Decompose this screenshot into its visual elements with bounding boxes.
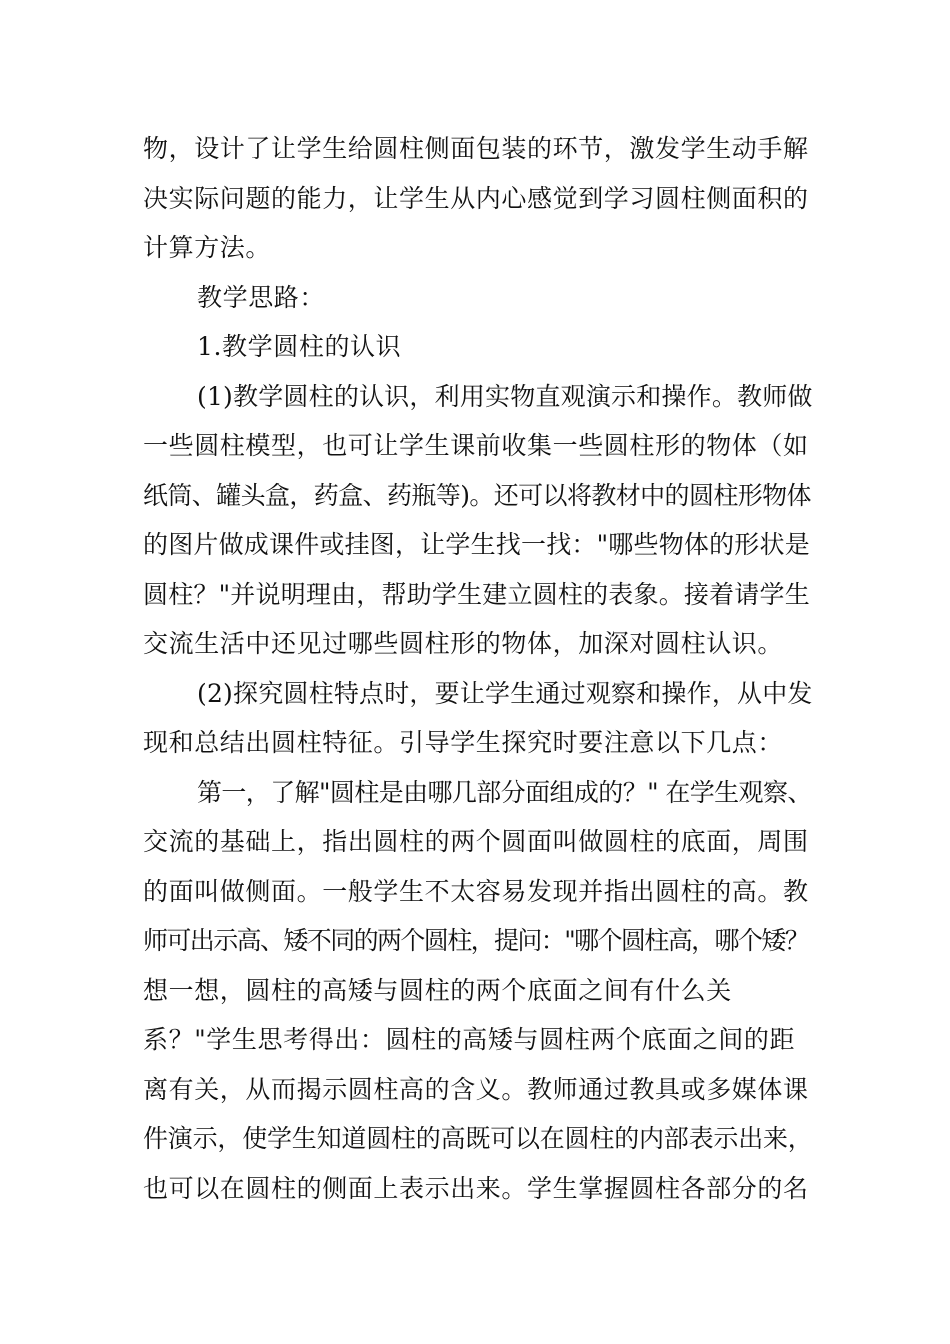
text-line: 纸筒、罐头盒，药盒、药瓶等)。还可以将教材中的圆柱形物体	[143, 480, 811, 510]
text-line: (1)教学圆柱的认识，利用实物直观演示和操作。教师做	[197, 381, 813, 411]
text-line: 师可出示高、矮不同的两个圆柱，提问："哪个圆柱高，哪个矮？	[143, 926, 809, 955]
document-body	[143, 124, 813, 1213]
text-line: 件演示，使学生知道圆柱的高既可以在圆柱的内部表示出来，	[143, 1124, 813, 1153]
text-line: 第一，了解"圆柱是由哪几部分面组成的？" 在学生观察、	[197, 777, 812, 807]
text-line: 物，设计了让学生给圆柱侧面包装的环节，激发学生动手解	[143, 134, 809, 163]
subsection-heading: 1.教学圆柱的认识	[197, 332, 402, 361]
text-line: 离有关，从而揭示圆柱高的含义。教师通过教具或多媒体课	[143, 1074, 809, 1104]
text-line: 圆柱？"并说明理由，帮助学生建立圆柱的表象。接着请学生	[143, 579, 810, 609]
text-line: 也可以在圆柱的侧面上表示出来。学生掌握圆柱各部分的名	[143, 1173, 809, 1203]
text-line: 计算方法。	[143, 233, 272, 262]
text-line: 一些圆柱模型，也可让学生课前收集一些圆柱形的物体（如	[143, 431, 809, 460]
text-line: 想一想，圆柱的高矮与圆柱的两个底面之间有什么关	[143, 975, 732, 1005]
section-heading: 教学思路：	[197, 282, 326, 312]
text-line: 决实际问题的能力，让学生从内心感觉到学习圆柱侧面积的	[143, 183, 809, 213]
text-line: 交流的基础上，指出圆柱的两个圆面叫做圆柱的底面，周围	[143, 827, 809, 856]
text-line: 现和总结出圆柱特征。引导学生探究时要注意以下几点：	[143, 728, 784, 757]
text-line: 的图片做成课件或挂图，让学生找一找："哪些物体的形状是	[143, 530, 810, 559]
text-line: (2)探究圆柱特点时，要让学生通过观察和操作，从中发	[197, 678, 813, 708]
text-line: 交流生活中还见过哪些圆柱形的物体，加深对圆柱认识。	[143, 629, 784, 658]
text-line: 的面叫做侧面。一般学生不太容易发现并指出圆柱的高。教	[143, 876, 809, 906]
text-line: 系？"学生思考得出：圆柱的高矮与圆柱两个底面之间的距	[143, 1025, 796, 1054]
